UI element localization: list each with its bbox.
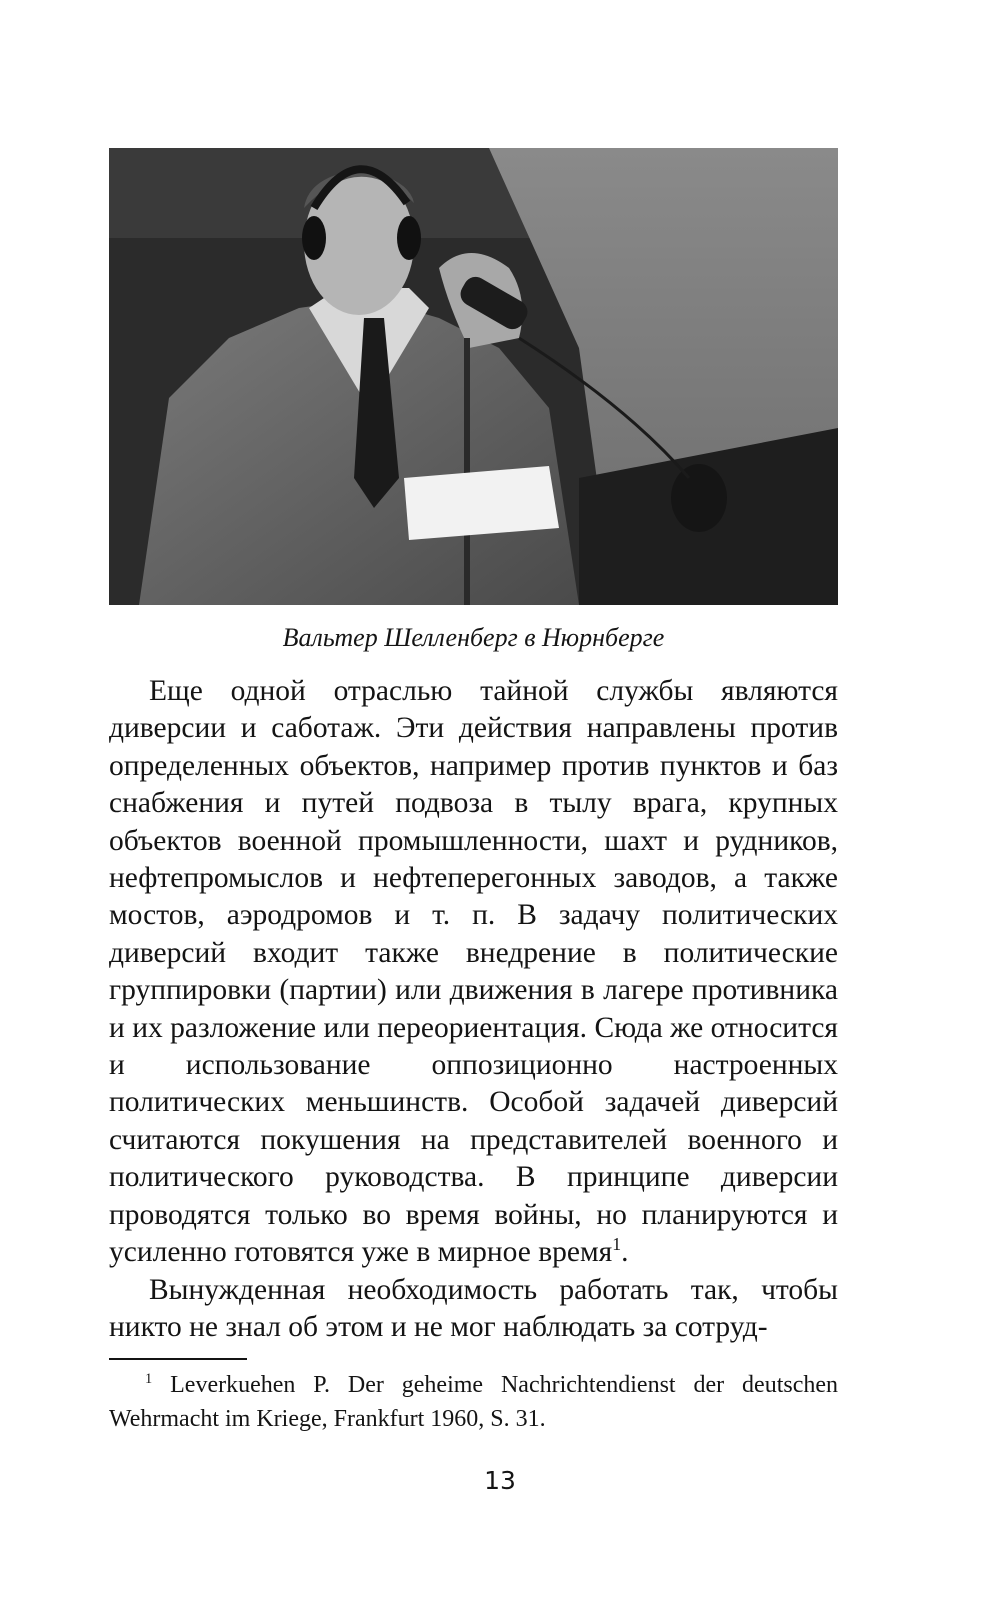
paragraph-1-text: Еще одной отраслью тайной службы являются диверсии и саботаж. Эти действия направлены против определенных объектов, например против пунктов и баз снабжения и путей подвоза в тылу врага, крупных объектов военной промышленности, шахт и рудников, нефтепромыслов и нефтеперегонных заводов, а также мостов, аэродромов и т. п. В задачу политических диверсий входит также внедрение в политические группировки (партии) или движения в лагере противника и их разложение или переориентация. Сюда же относится и использование оппозиционно настроенных политических меньшинств. Особой задачей диверсий считаются покушения на представителей военного и политического руководства. В принципе диверсии проводятся только во время войны, но планируются и усиленно готовятся уже в мирное время bbox=[109, 675, 838, 1269]
photo-schellenberg bbox=[109, 148, 838, 605]
page-number: 13 bbox=[484, 1466, 516, 1495]
photo-illustration bbox=[109, 148, 838, 605]
photo-caption: Вальтер Шелленберг в Нюрнберге bbox=[282, 623, 665, 652]
footnote-divider bbox=[109, 1358, 247, 1360]
paragraph-2 bbox=[109, 1272, 838, 1347]
footnote bbox=[109, 1368, 838, 1436]
paragraph-1: Еще одной отраслью тайной службы являются диверсии и саботаж. Эти действия направлены против определенных объектов, например против пунктов и баз снабжения и путей подвоза в тылу врага, крупных объектов военной промышленности, шахт и рудников, нефтепромыслов и нефтеперегонных заводов, а также мостов, аэродромов и т. п. В задачу политических диверсий входит также внедрение в политические группировки (партии) или движения в лагере противника и их разложение или переориентация. Сюда же относится и использование оппозиционно настроенных политических меньшинств. Особой задачей диверсий считаются покушения на представителей военного и политического руководства. В принципе диверсии проводятся только во время войны, но планируются и усиленно готовятся уже в мирное время$^1$. bbox=[109, 675, 838, 1269]
body-text bbox=[109, 673, 838, 1346]
paragraph-2-text: Вынужденная необходимость работать так, чтобы никто не знал об этом и не мог наблюдать за сотруд- bbox=[109, 1273, 838, 1343]
footnote-text: Leverkuehen P. Der geheime Nachrichtendienst der deutschen Wehrmacht im Kriege, Frankfurt 1960, S. 31. bbox=[109, 1372, 839, 1432]
footnote-marker: 1 bbox=[145, 1371, 153, 1387]
footnote-reference[interactable]: 1 bbox=[612, 1234, 622, 1255]
